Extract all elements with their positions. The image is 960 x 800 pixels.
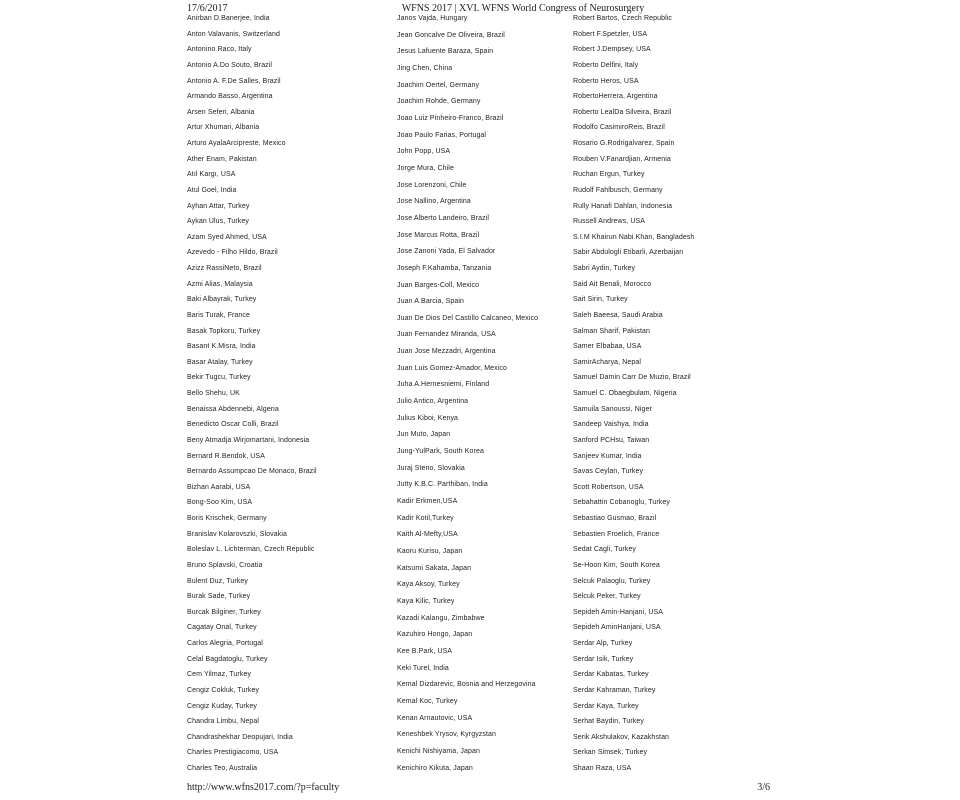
faculty-name: Joao Luiz Pinheiro-Franco, Brazil	[397, 114, 504, 122]
faculty-name: Sanjeev Kumar, India	[573, 452, 642, 460]
faculty-name: Antonio A. F.De Salles, Brazil	[187, 77, 281, 85]
faculty-name: Kazuhiro Hongo, Japan	[397, 631, 473, 639]
faculty-name: Kaoru Kurisu, Japan	[397, 548, 463, 555]
faculty-name: Juha A.Hernesniemi, Finland	[397, 381, 490, 389]
faculty-name: Kenichi Nishiyama, Japan	[397, 747, 480, 755]
faculty-name: Jose Marcus Rotta, Brazil	[397, 231, 480, 239]
faculty-name: Charles Teo, Australia	[187, 765, 258, 772]
faculty-name: Bong-Soo Kim, USA	[187, 499, 253, 507]
faculty-name: Burcak Bilginer, Turkey	[187, 608, 261, 616]
faculty-name: Beny Atmadja Wirjomartani, Indonesia	[187, 436, 310, 444]
faculty-name: Keki Turel, India	[397, 664, 449, 672]
faculty-name: Sepideh AminHanjani, USA	[573, 624, 661, 632]
faculty-name: Kadir Kotil,Turkey	[397, 514, 454, 522]
faculty-name: Benedicto Oscar Colli, Brazil	[187, 421, 279, 429]
faculty-name: Jose Zanoni Yada, El Salvador	[397, 248, 496, 256]
faculty-name: Rodolfo CasimiroReis, Brazil	[573, 124, 665, 132]
faculty-name: Juan De Dios Del Castillo Calcaneo, Mexico	[397, 314, 539, 322]
faculty-name: Kemal Koc, Turkey	[397, 697, 458, 705]
faculty-name: Joachim Oertel, Germany	[397, 81, 480, 89]
faculty-name: Jorge Mura, Chile	[397, 164, 454, 172]
faculty-name: Bernard R.Bendok, USA	[187, 452, 265, 460]
faculty-column-3	[573, 15, 778, 773]
faculty-name: Juan Barges-Coll, Mexico	[397, 281, 480, 289]
faculty-name: Jutty K.B.C. Parthiban, India	[397, 481, 488, 489]
faculty-name: Robert Bartos, Czech Republic	[573, 15, 672, 22]
faculty-name: Chandra Limbu, Nepal	[187, 718, 260, 726]
faculty-name: Bekir Tugcu, Turkey	[187, 374, 251, 382]
faculty-name: Azam Syed Ahmed, USA	[187, 233, 267, 241]
faculty-name: Savas Ceylan, Turkey	[573, 468, 644, 476]
source-url: http://www.wfns2017.com/?p=faculty	[187, 782, 340, 793]
faculty-name: Serkan Simsek, Turkey	[573, 749, 648, 757]
faculty-name: Juan Jose Mezzadri, Argentina	[397, 348, 496, 356]
faculty-name: Anton Valavanis, Switzerland	[187, 30, 280, 38]
faculty-name: Sebahattin Cobanoglu, Turkey	[573, 499, 670, 507]
faculty-name: Cengiz Cokluk, Turkey	[187, 686, 260, 694]
faculty-name: Artur Xhumari, Albania	[187, 124, 260, 132]
faculty-name: Bulent Duz, Turkey	[187, 577, 248, 585]
faculty-name: Juan Luis Gomez-Amador, Mexico	[397, 364, 507, 372]
faculty-name: Sabir Abdulogli Etibarli, Azerbaijan	[573, 249, 684, 257]
faculty-name: Roberto LealDa Silveira, Brazil	[573, 108, 672, 116]
faculty-name: Arturo AyalaArcipreste, Mexico	[187, 140, 286, 147]
faculty-name: Carlos Alegria, Portugal	[187, 640, 263, 647]
faculty-name: Anirban D.Banerjee, India	[187, 15, 270, 22]
faculty-name: Charles Prestigiacomo, USA	[187, 749, 279, 757]
faculty-name: Serhat Baydin, Turkey	[573, 718, 644, 726]
faculty-name: Bello Shehu, UK	[187, 390, 240, 397]
faculty-name: Rouben V.Fanardjian, Armenia	[573, 155, 671, 163]
faculty-name: SamirAcharya, Nepal	[573, 358, 642, 366]
faculty-name: Arsen Seferi, Albania	[187, 108, 255, 116]
faculty-name: Boris Krischek, Germany	[187, 515, 267, 522]
faculty-name: John Popp, USA	[397, 148, 451, 156]
faculty-name: Joao Paulo Farias, Portugal	[397, 131, 487, 139]
faculty-name: Kemal Dizdarevic, Bosnia and Herzegovina	[397, 681, 536, 689]
faculty-name: Shaan Raza, USA	[573, 765, 632, 772]
faculty-name: Rully Hanafi Dahlan, Indonesia	[573, 202, 673, 210]
faculty-name: Sanford PCHsu, Taiwan	[573, 436, 650, 444]
faculty-name: Katsumi Sakata, Japan	[397, 564, 472, 572]
faculty-name: Sait Sirin, Turkey	[573, 296, 628, 304]
faculty-name: Juraj Steno, Slovakia	[397, 464, 465, 472]
faculty-name: Selcuk Palaoglu, Turkey	[573, 577, 651, 585]
faculty-name: Russell Andrews, USA	[573, 218, 646, 226]
faculty-name: Joseph F.Kahamba, Tanzania	[397, 264, 492, 272]
faculty-name: Bernardo Assumpcao De Monaco, Brazil	[187, 468, 317, 476]
faculty-name: Kee B.Park, USA	[397, 647, 453, 655]
faculty-name: Serdar Kahraman, Turkey	[573, 686, 656, 694]
faculty-name: Rudolf Fahlbusch, Germany	[573, 186, 663, 194]
print-header-date: 17/6/2017	[187, 3, 228, 14]
faculty-name: Kaya Kilic, Turkey	[397, 597, 455, 605]
faculty-name: Julio Antico, Argentina	[397, 398, 469, 406]
faculty-name: Roberto Heros, USA	[573, 77, 639, 85]
faculty-name: Basar Atalay, Turkey	[187, 358, 253, 366]
faculty-name: Samuel C. Obaegbulam, Nigeria	[573, 390, 677, 397]
faculty-name: Azmi Alias, Malaysia	[187, 280, 253, 288]
faculty-name: Cem Yilmaz, Turkey	[187, 671, 252, 679]
faculty-name: Cengiz Kuday, Turkey	[187, 702, 257, 710]
faculty-name: Jing Chen, China	[397, 64, 453, 72]
faculty-name: Azizz RassiNeto, Brazil	[187, 265, 262, 272]
faculty-name: Robert J.Dempsey, USA	[573, 46, 651, 54]
faculty-name: Ather Enam, Pakistan	[187, 155, 257, 163]
faculty-name: Samuila Sanoussi, Niger	[573, 405, 652, 413]
faculty-name: Janos Vajda, Hungary	[397, 15, 468, 22]
faculty-name: Sedat Cagli, Turkey	[573, 546, 636, 554]
faculty-name: Kaith Al-Mefty,USA	[397, 531, 458, 539]
faculty-name: Kaya Aksoy, Turkey	[397, 581, 460, 589]
faculty-name: Sabri Aydin, Turkey	[573, 265, 636, 272]
faculty-name: Scott Robertson, USA	[573, 483, 644, 491]
page-title: WFNS 2017 | XVI. WFNS World Congress of Neurosurgery	[401, 3, 645, 14]
faculty-name: Kadir Erkmen,USA	[397, 498, 458, 506]
faculty-name: Basant K.Misra, India	[187, 343, 256, 351]
faculty-name: Se-Hoon Kim, South Korea	[573, 561, 660, 569]
faculty-name: S.I.M Khairun Nabi Khan, Bangladesh	[573, 233, 695, 241]
faculty-name: Samer Elbabaa, USA	[573, 343, 642, 351]
faculty-name: Branislav Kolarovszki, Slovakia	[187, 530, 287, 538]
faculty-name: Burak Sade, Turkey	[187, 593, 251, 601]
faculty-name: Baris Turak, France	[187, 311, 250, 319]
faculty-name: Jesus Lafuente Baraza, Spain	[397, 48, 494, 56]
faculty-name: RobertoHerrera, Argentina	[573, 93, 658, 101]
faculty-name: Jung-YulPark, South Korea	[397, 448, 484, 456]
faculty-name: Jose Lorenzoni, Chile	[397, 181, 467, 189]
faculty-name: Saleh Baeesa, Saudi Arabia	[573, 311, 663, 319]
faculty-name: Baki Albayrak, Turkey	[187, 296, 257, 304]
faculty-name: Juan A.Barcia, Spain	[397, 298, 464, 306]
faculty-name: Kenan Arnautovic, USA	[397, 714, 473, 722]
faculty-name: Joachim Rohde, Germany	[397, 98, 481, 106]
faculty-name: Atul Goel, India	[187, 186, 237, 194]
faculty-name: Jun Muto, Japan	[397, 431, 451, 439]
faculty-name: Julius Kiboi, Kenya	[397, 414, 459, 422]
faculty-name: Keneshbek Yrysov, Kyrgyzstan	[397, 731, 497, 739]
faculty-name: Basak Topkoru, Turkey	[187, 327, 261, 335]
faculty-list	[0, 15, 960, 773]
faculty-name: Kenichiro Kikuta, Japan	[397, 764, 473, 772]
faculty-name: Juan Fernandez Miranda, USA	[397, 331, 496, 339]
faculty-name: Rosario G.Rodrigalvarez, Spain	[573, 140, 675, 147]
faculty-name: Aykan Ulus, Turkey	[187, 218, 249, 226]
faculty-name: Cagatay Onal, Turkey	[187, 624, 257, 632]
faculty-name: Robert F.Spetzler, USA	[573, 30, 648, 38]
faculty-name: Jose Nallino, Argentina	[397, 198, 471, 206]
faculty-name: Serik Akshulakov, Kazakhstan	[573, 733, 670, 741]
faculty-name: Jean Goncalve De Oliveira, Brazil	[397, 31, 505, 39]
faculty-name: Bruno Splavski, Croatia	[187, 561, 263, 569]
faculty-column-1	[187, 15, 392, 773]
faculty-name: Boleslav L. Lichterman, Czech Republic	[187, 546, 315, 554]
faculty-name: Azevedo - Filho Hildo, Brazil	[187, 249, 278, 257]
faculty-name: Sebastiao Gusmao, Brazil	[573, 515, 657, 522]
faculty-name: Kazadi Kalangu, Zimbabwe	[397, 614, 485, 622]
faculty-name: Roberto Delfini, Italy	[573, 61, 639, 69]
faculty-name: Antonio A.Do Souto, Brazil	[187, 61, 273, 69]
faculty-name: Chandrashekhar Deopujari, India	[187, 733, 293, 741]
faculty-name: Serdar Kabatas, Turkey	[573, 671, 649, 679]
faculty-name: Ruchan Ergun, Turkey	[573, 171, 645, 179]
faculty-name: Ayhan Attar, Turkey	[187, 202, 250, 210]
faculty-name: Antonino Raco, Italy	[187, 46, 252, 54]
faculty-name: Sebastien Froelich, France	[573, 530, 660, 538]
page-number: 3/6	[757, 782, 770, 793]
faculty-name: Salman Sharif, Pakistan	[573, 327, 651, 335]
faculty-name: Armando Basso, Argentina	[187, 93, 273, 101]
faculty-name: Celal Bagdatoglu, Turkey	[187, 655, 268, 663]
faculty-name: Serdar Alp, Turkey	[573, 640, 633, 647]
faculty-name: Atıl Kargı, USA	[187, 171, 236, 179]
faculty-name: Sepideh Amin-Hanjani, USA	[573, 608, 664, 616]
faculty-name: Samuel Damin Carr De Muzio, Brazil	[573, 374, 691, 382]
faculty-name: Selcuk Peker, Turkey	[573, 593, 641, 601]
faculty-name: Serdar Kaya, Turkey	[573, 702, 639, 710]
faculty-name: Sandeep Vaishya, India	[573, 421, 649, 429]
faculty-name: Serdar Isik, Turkey	[573, 655, 634, 663]
faculty-name: Benaissa Abdennebi, Algeria	[187, 405, 279, 413]
faculty-name: Said Ait Benali, Morocco	[573, 280, 652, 288]
faculty-name: Jose Alberto Landeiro, Brazil	[397, 214, 490, 222]
faculty-column-2	[397, 15, 602, 773]
faculty-name: Bizhan Aarabi, USA	[187, 483, 251, 491]
